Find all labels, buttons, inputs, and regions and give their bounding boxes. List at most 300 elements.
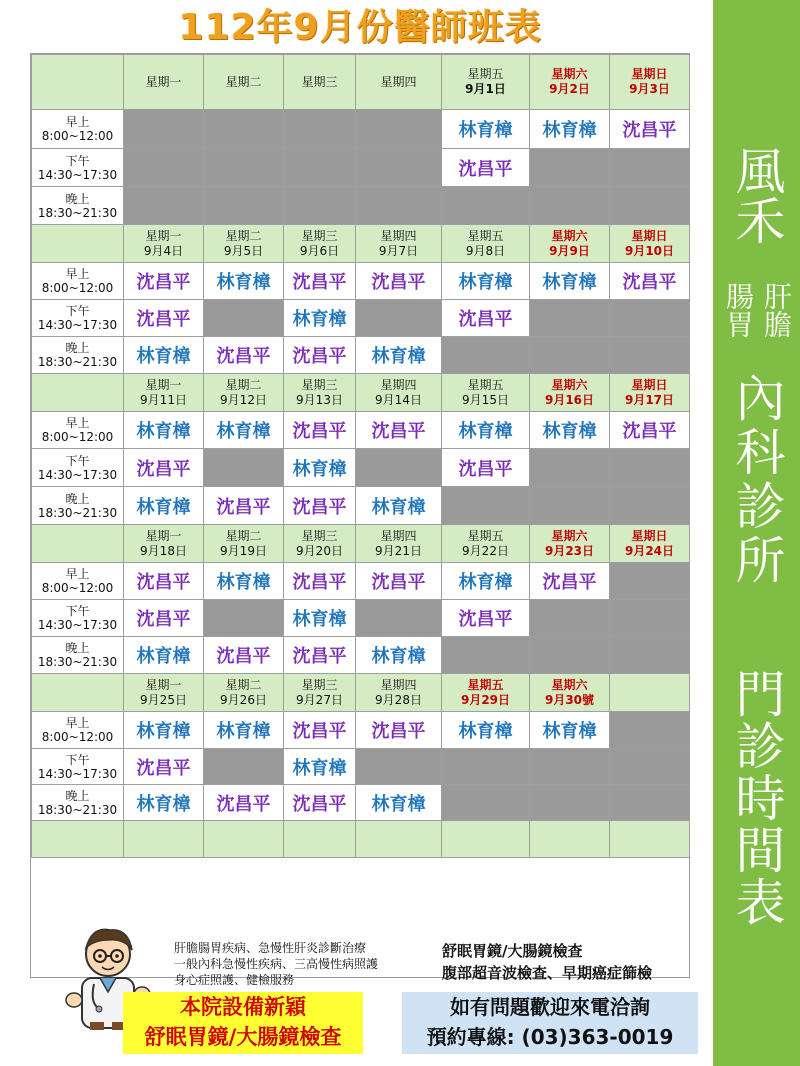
doctor-name: 沈昌平 — [136, 458, 191, 480]
doctor-name: 林育樟 — [216, 721, 271, 742]
weekday-label: 星期一 — [145, 228, 182, 243]
session-name: 晚上 — [65, 341, 90, 355]
doctor-slot — [124, 712, 204, 749]
doctor-name: 沈昌平 — [216, 646, 271, 667]
week-header-corner — [32, 374, 124, 412]
doctor-name: 林育樟 — [136, 646, 191, 667]
session-time: 14:30~17:30 — [37, 766, 118, 781]
day-header — [124, 374, 204, 412]
day-header — [284, 374, 356, 412]
session-row — [32, 749, 690, 785]
day-header — [442, 374, 530, 412]
service-line: 腹部超音波檢查、早期癌症篩檢 — [442, 964, 653, 982]
doctor-slot — [124, 563, 204, 600]
date-label: 9月26日 — [220, 692, 267, 707]
doctor-slot — [284, 449, 356, 487]
doctor-name: 沈昌平 — [458, 309, 513, 330]
date-label: 9月4日 — [143, 243, 184, 258]
doctor-slot — [284, 412, 356, 449]
doctor-name: 沈昌平 — [136, 609, 191, 630]
session-label — [32, 487, 124, 525]
session-name: 晚上 — [65, 191, 90, 206]
session-row — [32, 712, 690, 749]
closed-slot — [204, 187, 284, 225]
day-header — [610, 674, 690, 712]
session-row — [32, 263, 690, 300]
doctor-slot — [442, 300, 530, 337]
doctor-slot — [204, 563, 284, 600]
closed-slot — [124, 149, 204, 187]
closed-slot — [530, 300, 610, 337]
session-label — [32, 563, 124, 600]
session-label — [32, 412, 124, 449]
session-name: 下午 — [65, 453, 90, 468]
doctor-slot — [442, 412, 530, 449]
doctor-slot — [356, 337, 442, 374]
doctor-name: 沈昌平 — [216, 793, 271, 815]
session-name: 早上 — [65, 567, 90, 581]
doctor-name: 沈昌平 — [622, 421, 677, 442]
session-time: 14:30~17:30 — [37, 618, 118, 632]
closed-slot — [610, 449, 690, 487]
day-header — [356, 225, 442, 263]
doctor-slot — [610, 263, 690, 300]
service-line: 舒眠胃鏡/大腸鏡檢查 — [442, 942, 583, 960]
day-header — [204, 525, 284, 563]
day-header — [204, 674, 284, 712]
doctor-name: 沈昌平 — [292, 793, 347, 815]
week-header-corner — [32, 225, 124, 263]
spacer-cell — [204, 821, 284, 858]
closed-slot — [530, 749, 610, 785]
day-header — [284, 674, 356, 712]
doctor-slot — [356, 263, 442, 300]
doctor-slot — [530, 412, 610, 449]
doctor-name: 沈昌平 — [542, 572, 597, 593]
session-label — [32, 600, 124, 637]
contact-banner: 如有問題歡迎來電洽詢 預約專線: (03)363-0019 — [402, 992, 698, 1054]
weekday-label: 星期六 — [551, 67, 588, 81]
page-title: 112年9月份醫師班表 — [178, 7, 542, 48]
schedule-label: 門診時間表 — [727, 668, 786, 928]
doctor-name: 林育樟 — [371, 346, 426, 367]
date-label: 9月14日 — [375, 392, 422, 407]
day-header — [356, 374, 442, 412]
day-header — [530, 55, 610, 110]
closed-slot — [284, 149, 356, 187]
doctor-name: 林育樟 — [216, 572, 271, 593]
session-label — [32, 637, 124, 674]
weekday-label: 星期日 — [631, 228, 668, 243]
doctor-slot — [204, 637, 284, 674]
session-label — [32, 187, 124, 225]
date-label: 9月15日 — [462, 392, 509, 407]
doctor-name: 林育樟 — [542, 421, 597, 442]
week-header-corner — [32, 674, 124, 712]
doctor-name: 林育樟 — [371, 646, 426, 667]
doctor-slot — [284, 749, 356, 785]
closed-slot — [356, 449, 442, 487]
session-label — [32, 300, 124, 337]
equipment-banner: 本院設備新穎 舒眠胃鏡/大腸鏡檢查 — [123, 992, 363, 1054]
doctor-slot — [442, 600, 530, 637]
doctor-slot — [204, 337, 284, 374]
day-header — [124, 674, 204, 712]
week-header-row — [32, 225, 690, 263]
date-label: 9月5日 — [223, 243, 264, 258]
day-header — [610, 225, 690, 263]
week-header-row — [32, 674, 690, 712]
weekday-label: 星期日 — [631, 377, 668, 392]
doctor-slot — [124, 337, 204, 374]
date-label: 9月21日 — [375, 543, 422, 558]
weekday-label: 星期五 — [467, 377, 504, 392]
day-header — [204, 374, 284, 412]
closed-slot — [204, 449, 284, 487]
day-header — [610, 55, 690, 110]
doctor-slot — [610, 110, 690, 149]
date-label: 9月9日 — [549, 243, 590, 258]
closed-slot — [530, 449, 610, 487]
closed-slot — [610, 637, 690, 674]
closed-slot — [356, 187, 442, 225]
doctor-slot — [442, 110, 530, 149]
closed-slot — [442, 637, 530, 674]
doctor-slot — [284, 487, 356, 525]
closed-slot — [530, 149, 610, 187]
date-label: 9月12日 — [220, 392, 267, 407]
doctor-slot — [204, 487, 284, 525]
week-header-row — [32, 374, 690, 412]
doctor-slot — [442, 263, 530, 300]
doctor-name: 沈昌平 — [216, 496, 271, 518]
date-label: 9月13日 — [296, 392, 343, 407]
doctor-slot — [284, 637, 356, 674]
weekday-label: 星期四 — [380, 377, 417, 392]
doctor-name: 林育樟 — [458, 572, 513, 593]
session-row — [32, 637, 690, 674]
session-label — [32, 263, 124, 300]
day-header — [530, 225, 610, 263]
date-label: 9月23日 — [544, 543, 595, 558]
doctor-slot — [204, 263, 284, 300]
doctor-name: 林育樟 — [292, 309, 347, 330]
doctor-name: 林育樟 — [371, 496, 426, 518]
closed-slot — [610, 785, 690, 821]
session-name: 早上 — [65, 267, 90, 281]
closed-slot — [204, 600, 284, 637]
session-name: 早上 — [65, 115, 90, 129]
weekday-label: 星期五 — [467, 67, 504, 81]
weekday-label: 星期四 — [380, 228, 417, 243]
closed-slot — [124, 110, 204, 149]
doctor-slot — [442, 149, 530, 187]
closed-slot — [610, 149, 690, 187]
doctor-name: 林育樟 — [136, 793, 191, 815]
session-time: 18:30~21:30 — [37, 505, 118, 520]
session-name: 下午 — [65, 752, 90, 767]
session-time: 14:30~17:30 — [37, 467, 118, 482]
doctor-slot — [442, 712, 530, 749]
day-header — [442, 55, 530, 110]
session-time: 8:00~12:00 — [41, 430, 114, 444]
session-label — [32, 712, 124, 749]
date-label: 9月10日 — [624, 243, 675, 258]
closed-slot — [530, 337, 610, 374]
doctor-slot — [124, 487, 204, 525]
brand-text: 風禾 — [727, 145, 786, 245]
day-header — [610, 374, 690, 412]
day-header — [284, 525, 356, 563]
doctor-slot — [124, 412, 204, 449]
weekday-label: 星期日 — [631, 67, 668, 81]
closed-slot — [610, 337, 690, 374]
spacer-cell — [124, 821, 204, 858]
day-header — [442, 674, 530, 712]
doctor-slot — [124, 600, 204, 637]
doctor-slot — [442, 449, 530, 487]
day-header — [442, 225, 530, 263]
doctor-name: 沈昌平 — [371, 721, 426, 742]
session-time: 18:30~21:30 — [37, 205, 118, 220]
doctor-slot — [356, 785, 442, 821]
schedule-table — [30, 53, 690, 987]
doctor-slot — [284, 712, 356, 749]
date-label: 9月30號 — [544, 692, 595, 707]
weekday-label: 星期三 — [301, 377, 338, 392]
session-time: 18:30~21:30 — [37, 655, 118, 669]
doctor-slot — [530, 712, 610, 749]
doctor-slot — [124, 263, 204, 300]
closed-slot — [610, 749, 690, 785]
closed-slot — [204, 749, 284, 785]
session-row — [32, 563, 690, 600]
weekday-label: 星期五 — [467, 228, 504, 243]
day-header — [530, 674, 610, 712]
week-header-row — [32, 55, 690, 110]
closed-slot — [610, 187, 690, 225]
week-header-row — [32, 525, 690, 563]
doctor-name: 林育樟 — [458, 421, 513, 442]
doctor-name: 沈昌平 — [292, 346, 347, 367]
weekday-label: 星期二 — [225, 528, 262, 543]
date-label: 9月8日 — [465, 243, 506, 258]
doctor-name: 林育樟 — [136, 346, 191, 367]
clinic-brand — [713, 145, 800, 256]
doctor-slot — [124, 449, 204, 487]
day-header — [530, 525, 610, 563]
doctor-slot — [356, 712, 442, 749]
closed-slot — [442, 487, 530, 525]
spacer-cell — [284, 821, 356, 858]
doctor-name: 沈昌平 — [216, 346, 271, 367]
session-name: 晚上 — [65, 491, 90, 506]
session-label — [32, 785, 124, 821]
weekday-label: 星期一 — [145, 377, 182, 392]
doctor-name: 沈昌平 — [292, 572, 347, 593]
session-label — [32, 337, 124, 374]
service-line: 身心症照護、健檢服務 — [174, 973, 295, 987]
clinic-name: 內科診所 — [727, 372, 786, 588]
weekday-label: 星期五 — [467, 528, 504, 543]
session-row — [32, 110, 690, 149]
closed-slot — [530, 600, 610, 637]
doctor-name: 林育樟 — [458, 272, 513, 293]
session-row — [32, 412, 690, 449]
date-label: 9月11日 — [140, 392, 187, 407]
specialty-col-1: 腸胃 — [722, 282, 755, 338]
closed-slot — [610, 300, 690, 337]
doctor-slot — [356, 412, 442, 449]
doctor-slot — [284, 785, 356, 821]
day-header — [356, 55, 442, 110]
session-row — [32, 300, 690, 337]
doctor-slot — [284, 263, 356, 300]
doctor-slot — [284, 300, 356, 337]
closed-slot — [356, 300, 442, 337]
weekday-label: 星期四 — [380, 677, 417, 692]
closed-slot — [356, 110, 442, 149]
session-name: 下午 — [65, 153, 90, 168]
weekday-label: 星期六 — [551, 377, 588, 392]
closed-slot — [356, 149, 442, 187]
doctor-slot — [284, 563, 356, 600]
clinic-sidebar — [713, 0, 800, 1066]
date-label: 9月16日 — [544, 392, 595, 407]
services-list-general — [174, 940, 378, 988]
session-row — [32, 487, 690, 525]
session-row — [32, 187, 690, 225]
session-time: 8:00~12:00 — [41, 129, 114, 143]
doctor-name: 沈昌平 — [622, 120, 677, 141]
spacer-row — [32, 821, 690, 858]
session-row — [32, 337, 690, 374]
doctor-name: 林育樟 — [542, 120, 597, 141]
session-label — [32, 749, 124, 785]
date-label: 9月24日 — [624, 543, 675, 558]
doctor-name: 沈昌平 — [136, 572, 191, 593]
day-header — [124, 225, 204, 263]
doctor-name: 沈昌平 — [622, 272, 677, 293]
schedule-grid — [31, 54, 690, 858]
closed-slot — [610, 600, 690, 637]
doctor-slot — [204, 412, 284, 449]
session-time: 8:00~12:00 — [41, 730, 114, 744]
doctor-name: 沈昌平 — [292, 272, 347, 293]
doctor-name: 沈昌平 — [292, 721, 347, 742]
doctor-name: 沈昌平 — [136, 309, 191, 330]
doctor-name: 沈昌平 — [136, 757, 191, 779]
doctor-name: 沈昌平 — [458, 458, 513, 480]
doctor-name: 沈昌平 — [458, 609, 513, 630]
day-header — [530, 374, 610, 412]
spacer-cell — [356, 821, 442, 858]
date-label: 9月6日 — [299, 243, 340, 258]
doctor-name: 林育樟 — [542, 272, 597, 293]
doctor-slot — [356, 487, 442, 525]
session-row — [32, 785, 690, 821]
weekday-label: 星期三 — [301, 528, 338, 543]
doctor-name: 林育樟 — [292, 458, 347, 480]
weekday-label: 星期六 — [551, 228, 588, 243]
weekday-label: 星期六 — [551, 677, 588, 692]
doctor-name: 林育樟 — [371, 793, 426, 815]
date-label: 9月7日 — [378, 243, 419, 258]
doctor-name: 沈昌平 — [371, 272, 426, 293]
doctor-slot — [204, 712, 284, 749]
doctor-name: 沈昌平 — [292, 496, 347, 518]
day-header — [284, 225, 356, 263]
day-header — [284, 55, 356, 110]
doctor-slot — [530, 110, 610, 149]
doctor-name: 林育樟 — [458, 120, 513, 141]
doctor-name: 沈昌平 — [458, 158, 513, 180]
date-label: 9月2日 — [549, 82, 590, 96]
closed-slot — [284, 187, 356, 225]
date-label: 9月19日 — [220, 543, 267, 558]
doctor-slot — [610, 412, 690, 449]
date-label: 9月17日 — [624, 392, 675, 407]
date-label: 9月20日 — [296, 543, 343, 558]
weekday-label: 星期二 — [225, 377, 262, 392]
specialty-col-2: 肝膽 — [760, 282, 793, 338]
week-header-corner — [32, 55, 124, 110]
weekday-label: 星期日 — [631, 528, 668, 543]
doctor-slot — [124, 785, 204, 821]
services-list-exams — [442, 940, 652, 984]
doctor-name: 林育樟 — [216, 421, 271, 442]
weekday-label: 星期三 — [301, 677, 338, 692]
date-label: 9月25日 — [140, 692, 187, 707]
weekday-label: 星期四 — [380, 74, 417, 89]
spacer-cell — [610, 821, 690, 858]
session-time: 8:00~12:00 — [41, 281, 114, 295]
doctor-name: 沈昌平 — [371, 572, 426, 593]
weekday-label: 星期一 — [145, 528, 182, 543]
day-header — [204, 55, 284, 110]
doctor-name: 沈昌平 — [292, 646, 347, 667]
doctor-slot — [124, 300, 204, 337]
session-name: 晚上 — [65, 788, 90, 803]
session-label — [32, 110, 124, 149]
session-time: 8:00~12:00 — [41, 581, 114, 595]
date-label: 9月3日 — [629, 82, 670, 96]
closed-slot — [442, 785, 530, 821]
closed-slot — [204, 149, 284, 187]
doctor-name: 林育樟 — [542, 721, 597, 742]
closed-slot — [530, 637, 610, 674]
weekday-label: 星期二 — [225, 228, 262, 243]
closed-slot — [124, 187, 204, 225]
date-label: 9月1日 — [465, 82, 506, 96]
date-label: 9月29日 — [460, 692, 511, 707]
doctor-name: 沈昌平 — [371, 421, 426, 442]
doctor-name: 林育樟 — [136, 421, 191, 442]
day-header — [442, 525, 530, 563]
session-name: 下午 — [65, 304, 90, 318]
session-time: 14:30~17:30 — [37, 318, 118, 332]
date-label: 9月22日 — [462, 543, 509, 558]
weekday-label: 星期一 — [145, 74, 182, 89]
session-time: 18:30~21:30 — [37, 355, 118, 369]
date-label: 9月18日 — [140, 543, 187, 558]
week-header-corner — [32, 525, 124, 563]
service-line: 肝膽腸胃疾病、急慢性肝炎診斷治療 — [174, 941, 367, 955]
doctor-name: 沈昌平 — [136, 272, 191, 293]
day-header — [124, 525, 204, 563]
doctor-name: 林育樟 — [216, 272, 271, 293]
spacer-cell — [442, 821, 530, 858]
